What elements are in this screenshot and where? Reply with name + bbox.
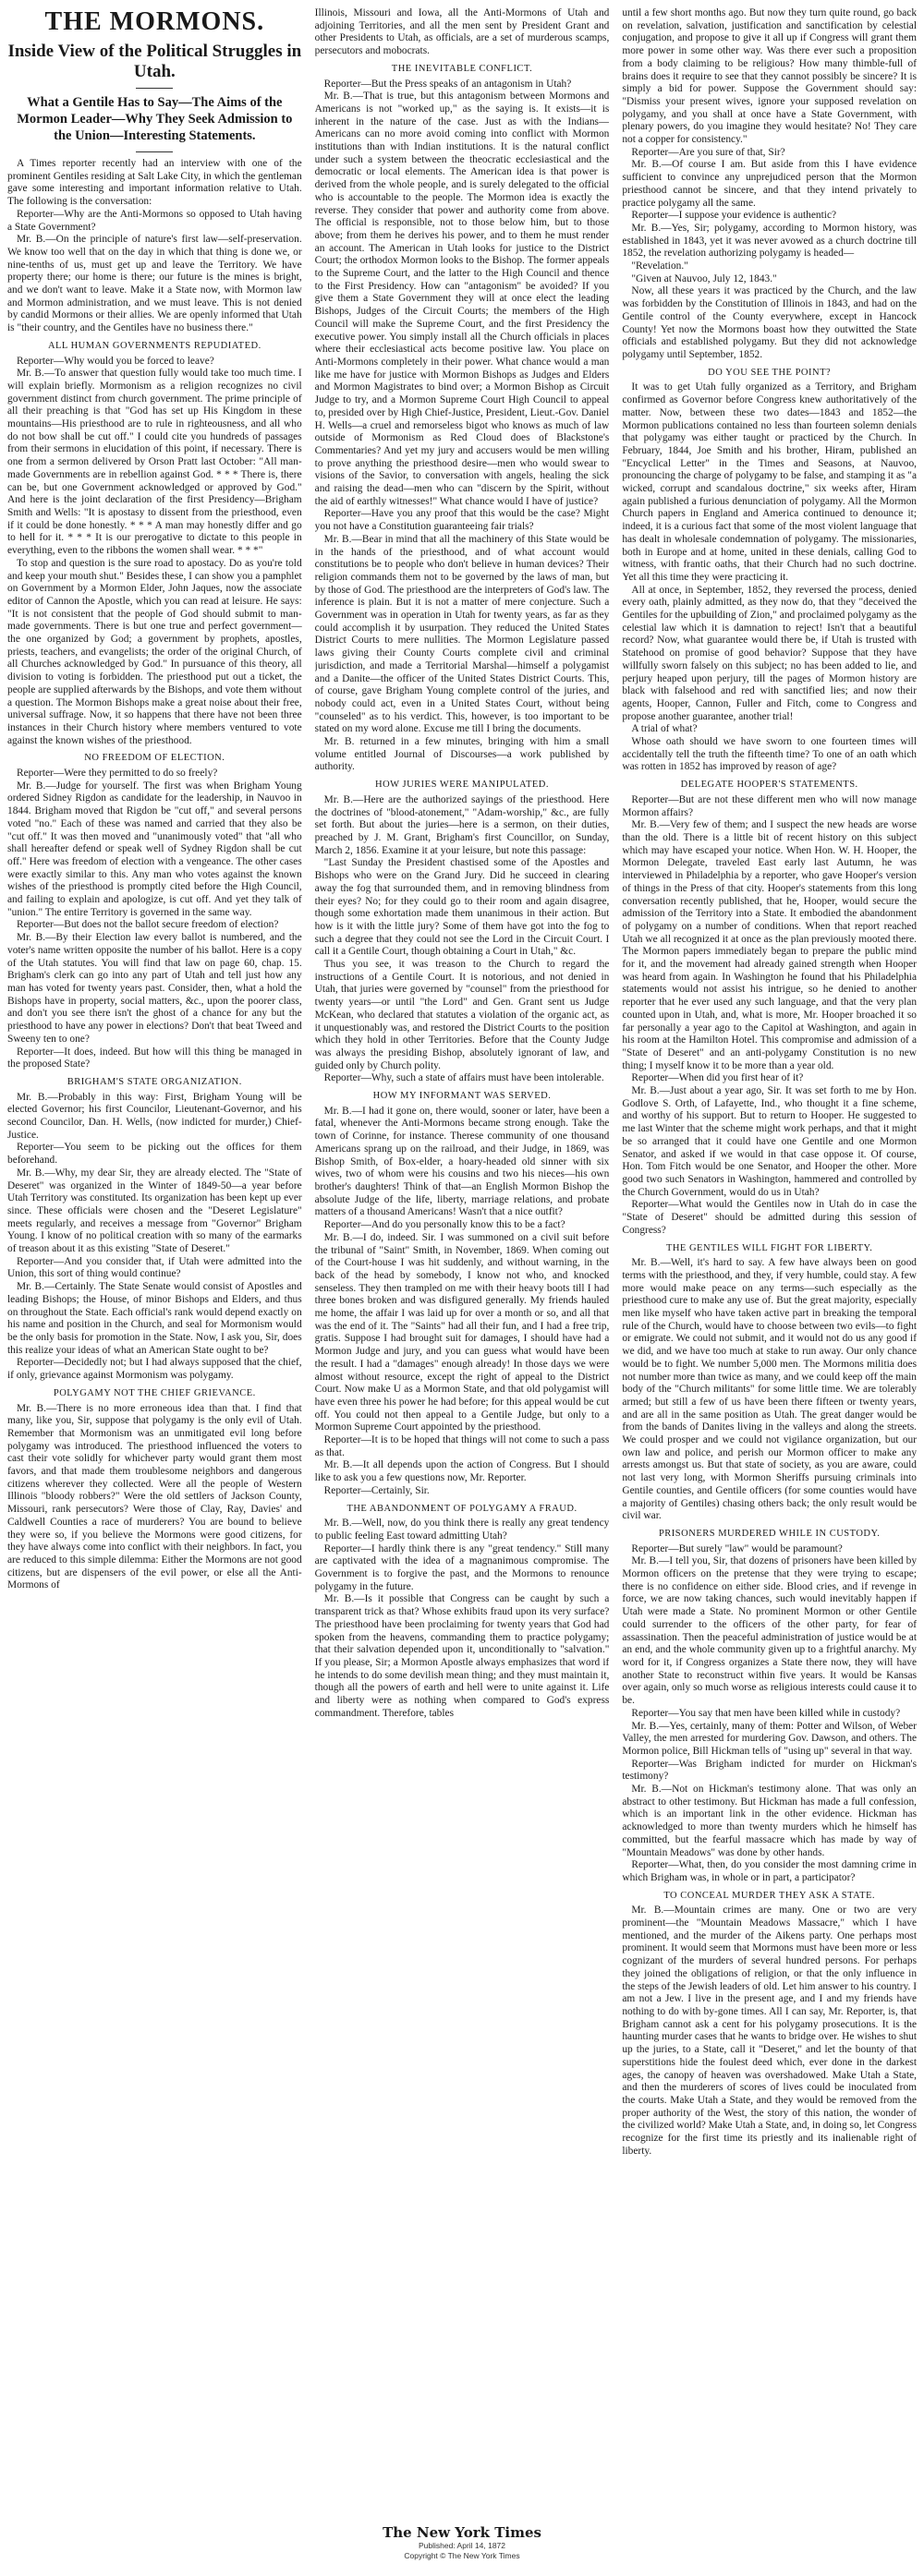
- article-paragraph: Mr. B.—I do, indeed. Sir. I was summoned on a civil suit before the tribunal of "Saint" Smith, in November, 1869. When coming out of the Court-house I was hit suddenly, and without warning, in the back of the head by somebody, I know not who, and knocked senseless. They then trampled on me with their heavy boots till I had three bones broken and was disfigured generally. My friends hauled me home, the affair I was laid up for over a month or so, and all that was the end of it. The "Saints" had all their fun, and I had a free trip, gratis. Suppose I had brought suit for damages, I should have had a Mormon Judge and jury, and you can guess what would have been the result. I had a "damages" enough already! In those days we were almost without resource, except the right of appeal to the District Court. Now make U as a Mormon State, and that old polygamist will have even three his power he had before; for this appeal would be cut off. You could not then appeal to a Gentile Judge, but only to a Mormon Supreme Court appointed by the priesthood.: [314, 1231, 610, 1433]
- section-subhead: PRISONERS MURDERED WHILE IN CUSTODY.: [658, 1528, 881, 1539]
- divider-rule: [136, 151, 173, 152]
- section-subhead: HOW MY INFORMANT WAS SERVED.: [372, 1091, 552, 1102]
- article-paragraph: To stop and question is the sure road to apostacy. Do as you're told and keep your mouth shut." Besides these, I can show you a pamphlet on Government by a Mormon Elder, John Jaques, now the associate editor of Cannon the Apostle, which you can read at leisure. He says: "It is not consistent that the people of God should submit to man-made governments. There is but one true and perfect government—the one organized by God; a government by prophets, apostles, priests, teachers, and evangelists; the order of the original Church, of all Churches acknowledged by God." In pursuance of this theory, all division to voting is forbidden. The priesthood put out a ticket, the people are supplied afterwards by the Bishops, and vote them without a question. The Mormon Bishops make a great noise about their free, universal suffrage. Now, it so happens that there have not been three instances in their Church history where members ventured to vote against the known wishes of the priesthood.: [7, 557, 302, 746]
- section-subhead: THE INEVITABLE CONFLICT.: [391, 63, 533, 74]
- article-paragraph: Reporter—I hardly think there is any "great tendency." Still many are captivated with the idea of a magnanimous compromise. The Government is to forgive the past, and the Mormons to renounce polygamy in the future.: [314, 1542, 610, 1592]
- article-paragraph: Mr. B.—Of course I am. But aside from this I have evidence sufficient to convince any unprejudiced person that the Mormon priesthood cannot be sincere, and that they intend privately to practice polygamy all the same.: [622, 159, 917, 209]
- article-paragraph: Mr. B.—It all depends upon the action of Congress. But I should like to ask you a few questions now, Mr. Reporter.: [314, 1459, 610, 1484]
- section-subhead: ALL HUMAN GOVERNMENTS REPUDIATED.: [47, 340, 261, 351]
- article-paragraph: Mr. B.—Just about a year ago, Sir. It was set forth to me by Hon. Godlove S. Orth, of Lafayette, Ind., who thought it a fine scheme, and worthy of his support. But to return to Hooper. He suggested to me last Winter that the scheme might work perhaps, and that it might be so arranged that it could have one Gentile and one Mormon Senator, and asked if we would in that case oppose it. Of course, Hon. Tom Fitch would be one Senator, and Hooper the other. More good two such Senators in Washington, hammered and controlled by the Church Government, would do us in Utah?: [622, 1085, 917, 1198]
- article-paragraph: Mr. B.—Well, now, do you think there is really any great tendency to public feeling East toward admitting Utah?: [314, 1518, 610, 1542]
- article-paragraph: Mr. B.—Why, my dear Sir, they are already elected. The "State of Deseret" was organized in the Winter of 1849-50—a year before Utah Territory was constituted. Its organization has been kept up ever since. These officials were chosen and the "Deseret Legislature" meets regularly, and receives a message from "Governor" Brigham Young. I know of no political creation with so many of the earmarks of treason about it as this existing "State of Deseret.": [7, 1167, 302, 1255]
- deck-primary: Inside View of the Political Struggles in Utah.: [7, 42, 302, 81]
- column-2: [315, 7, 610, 2501]
- section-subhead: TO CONCEAL MURDER THEY ASK A STATE.: [663, 1890, 876, 1901]
- article-paragraph: Reporter—And you consider that, if Utah were admitted into the Union, this sort of thing would continue?: [7, 1255, 302, 1280]
- section-subhead: THE ABANDONMENT OF POLYGAMY A FRAUD.: [346, 1503, 578, 1514]
- article-paragraph: "Revelation.": [631, 260, 688, 272]
- article-paragraph: Reporter—It is to be hoped that things will not come to such a pass as that.: [314, 1434, 610, 1458]
- article-paragraph: Reporter—You seem to be picking out the offices for them beforehand.: [7, 1142, 302, 1167]
- divider-rule: [136, 88, 173, 89]
- article-paragraph: Mr. B. returned in a few minutes, bringing with him a small volume entitled Journal of Discourses—a work published by authority.: [314, 736, 610, 773]
- page-footer: [0, 2524, 924, 2561]
- article-paragraph: Mr. B.—That is true, but this antagonism between Mormons and Americans is not "worked up," as the saying is. It exists—it is inherent in the nature of the case. Just as with the Indians—Americans can no more avoid coming into conflict with Mormon institutions than with Indian institutions. It is the natural conflict under such a system between the theocratic ecclesiastical and the democratic or local elements. The American idea is that power is derived from the whole people, and is surely delegated to the official who is accountable to the people. The Mormon idea is exactly the reverse. They consider that power and authority come from above. The official is responsible, not to those below him, but to those above; from them he derives his power, and to them he must render an account. The American in Utah looks for justice to the District Court; the orthodox Mormon looks to the Bishop. The former appeals to the Supreme Court, and the latter to the High Council and thence to the First Presidency. How can "antagonism" be avoided? If you give them a State Government they will at once elect the leading Bishops, Judges of the Circuit Courts; the members of the High Council will make the Supreme Court, and the first Presidency the executive power. You simply install all the Church officials in places where their ecclesiastical acts become positive law. You place on Anti-Mormons completely in their power. What chance would a man like me have for justice with Mormon Bishops as Judges and Elders and Mormon Magistrates to bind over; a Mormon Bishop as Circuit Judge to try, and a Mormon Supreme Court High Council to appeal to, presided over by High Chief-Justice, President, Lieut.-Gov. Daniel H. Wells—a cruel and remorseless bigot who knows as much of law outside of Mormonism as Red Cloud does of Blackstone's Commentaries? And yet my jury and accusers would be men willing to prove anything the priesthood desire—men who would swear to visions of the Savior, to conversation with angels, healing the sick and raising the dead—men who can "discern by the Spirit, without the aid of earthly witnesses!" What chance would I have of justice?: [314, 91, 610, 507]
- article-paragraph: Reporter—But the Press speaks of an antagonism in Utah?: [323, 78, 572, 90]
- section-subhead: DELEGATE HOOPER'S STATEMENTS.: [680, 780, 858, 791]
- article-paragraph: Reporter—Why, such a state of affairs must have been intolerable.: [323, 1072, 604, 1084]
- section-subhead: DO YOU SEE THE POINT?: [708, 367, 832, 378]
- article-paragraph: Mr. B.—There is no more erroneous idea than that. I find that many, like you, Sir, suppose that polygamy is the only evil of Utah. Remember that Mormonism was an unmitigated evil long before polygamy was introduced. The priesthood influenced the voters to cast their vote solidly for whichever party would grant them most favors, and that made them troublesome neighbors and dangerous citizens wherever they collected. Were all the people of Western Illinois "bloody robbers?" Were the old settlers of Jackson County, Missouri, rank persecutors? Were those of Clay, Ray, Davies' and Caldwell Counties a race of murderers? You are bound to believe they were so, if you believe the Mormons were good citizens, for they have always come into conflict with their neighbors. In fact, you are reduced to this simple dilemma: Either the Mormons are not good citizens, but are dispensers of the evil power, or else all the Anti-Mormons of: [7, 1402, 302, 1591]
- article-paragraph: A Times reporter recently had an interview with one of the prominent Gentiles residing at Salt Lake City, in which the gentleman gave some interesting and important information relative to Utah. The following is the conversation:: [7, 158, 302, 208]
- article-paragraph: Mr. B.—Yes, Sir; polygamy, according to Mormon history, was established in 1843, yet it was never avowed as a church doctrine till 1852, the revelation authorizing polygamy is headed—: [622, 222, 917, 260]
- article-paragraph: Mr. B.—On the principle of nature's first law—self-preservation. We know too well that on the day in which that thing is done we, or nine-tenths of us, must get up and leave the Territory. We have property there; our home is there; our future is the mines is bright, and we don't want to leave. Make it a State now, with Mormon law and Mormon administration, and we must leave. This is not denied by candid Mormons or their allies. We are openly informed that Utah is "their country, and the Gentiles have no business there.": [7, 234, 302, 334]
- article-paragraph: Reporter—I suppose your evidence is authentic?: [631, 210, 837, 222]
- article-paragraph: Thus you see, it was treason to the Church to regard the instructions of a Gentile Court. It is notorious, and not denied in Utah, that juries were governed by "counsel" from the priesthood for twenty years—or until "the Lord" and Gen. Grant sent us Judge McKean, who declared that statutes a violation of the organic act, as it unquestionably was, and restored the District Courts to the position which they hold in other Territories. Before that the County Judge was always the presiding Bishop, absolutely ignorant of law, and guided only by Church polity.: [314, 959, 610, 1071]
- article-paragraph: All at once, in September, 1852, they reversed the process, denied every oath, plainly admitted, as they now do, that they "deceived the Gentiles for the upbuilding of Zion," and proclaimed polygamy as the celestial law which it is damnation to reject! Isn't that a beautiful record? Now, what guarantee would there be, if Utah is trusted with Statehood on promise of good behavior? Suppose that they have willfully sworn falsely on this subject; no has been added to lie, and perjury heaped upon perjury, till the pages of Mormon history are black with falsehood and red with sanctified lies; and now their agents, Hooper, Cannon, Fuller and Fitch, come to Congress and propose another guarantee, another trial!: [622, 584, 917, 722]
- article-paragraph: Mr. B.—Certainly. The State Senate would consist of Apostles and leading Bishops; the House, of minor Bishops and Elders, and thus on throughout the State. Each official's rank would depend exactly on his name and position in the Church, and seal for Mormonism would be the only basis for promotion in the State. Now, I ask you, Sir, does this realize your ideas of what an American State ought to be?: [7, 1281, 302, 1356]
- section-subhead: POLYGAMY NOT THE CHIEF GRIEVANCE.: [53, 1387, 256, 1398]
- deck-secondary: What a Gentile Has to Say—The Aims of the Mormon Leader—Why They Seek Admission to the Union—Interesting Statements.: [17, 95, 293, 143]
- article-paragraph: "Given at Nauvoo, July 12, 1843.": [631, 272, 777, 284]
- article-paragraph: Mr. B.—To answer that question fully would take too much time. I will explain briefly. Mormonism as a religion recognizes no civil government distinct from church government. The prime principle of all their preaching is that "God has set up His Kingdom in these mountains—His priesthood are to rule in righteousness, and all who do not bow shall be cut off." I could cite you hundreds of passages from their sermons in elucidation of this point, if necessary. There is one from a sermon delivered by Orson Pratt last October: "All man-made Governments are in rebellion against God. * * * There is, there can be, but one Government acknowledged or approved by God." And here is the joint declaration of the first Presidency—Brigham Smith and Wells: "It is apostasy to dissent from the priesthood, even if it could be done honestly. * * * A man may honestly differ and go to hell for it. * * * It is our prerogative to dictate to this people in everything, even to the ribbons the women shall wear. * * *": [7, 368, 302, 557]
- article-paragraph: Reporter—Why are the Anti-Mormons so opposed to Utah having a State Government?: [7, 208, 302, 233]
- article-paragraph: Illinois, Missouri and Iowa, all the Anti-Mormons of Utah and adjoining Territories, and all the men sent by President Grant and other Presidents to Utah, as officials, are a set of murderous scamps, persecutors and mobocrats.: [314, 7, 610, 57]
- article-paragraph: Mr. B.—I had it gone on, there would, sooner or later, have been a fatal, whenever the Anti-Mormons became strong enough. Take the town of Corinne, for instance. Therese community of one thousand Americans sprang up on the railroad, and their Judge, in 1869, was Bishop Smith, of Box-elder, a hoary-headed old sinner with six wives, two of whom were his cousins and two his nieces—his own brother's daughters! Think of that—an English Mormon Bishop the absolute Judge of the life, liberty, marriage relations, and probate matters of a thousand Americans! Wasn't that a nice outfit?: [314, 1105, 610, 1218]
- article-paragraph: Mr. B.—Yes, certainly, many of them: Potter and Wilson, of Weber Valley, the men arrested for murdering Gov. Dawson, and others. The Mormon police, Bill Hickman tells of "using up" several in that way.: [622, 1720, 917, 1757]
- article-paragraph: Reporter—But does not the ballot secure freedom of election?: [17, 919, 279, 931]
- article-paragraph: Reporter—Have you any proof that this would be the case? Might you not have a Constitution guaranteeing fair trials?: [314, 508, 610, 533]
- article-paragraph: until a few short months ago. But now they turn quite round, go back on revelation, salvation, justification and sanctification by celestial conjugation, and propose to give it all up if Congress will grant them more power in some other way. Was there ever such a proposition from a body claiming to be religious? How many thimble-full of brains does it require to see that they cannot possibly be sincere? It is simply a bid for power. Suppose the Government should say: "Dismiss your present wives, ignore your supposed revelation on polygamy, and you shall at once have a State Government, with plenary powers, do you imagine they would hesitate? No! They care not a copper for consistency.": [622, 7, 917, 146]
- article-paragraph: A trial of what?: [631, 723, 698, 735]
- copyright-notice: Copyright © The New York Times: [404, 2551, 520, 2560]
- article-paragraph: Reporter—Are you sure of that, Sir?: [631, 146, 785, 158]
- section-subhead: NO FREEDOM OF ELECTION.: [84, 753, 225, 764]
- article-paragraph: Reporter—When did you first hear of it?: [631, 1072, 804, 1084]
- section-subhead: HOW JURIES WERE MANIPULATED.: [374, 780, 550, 791]
- article-paragraph: Mr. B.—I tell you, Sir, that dozens of prisoners have been killed by Mormon officers on the pretense that they were trying to escape; there is no confidence on either side. Blood cries, and if revenge in force, we are now taking chances, such would inevitably happen if Utah were made a State. No prominent Mormon or other Gentile could surrender to the officers of the other party, for fear of assassination. Then the peaceful administration of justice would be at an end, and the whole community given up to a frightful anarchy. My word for it, if Congress organizes a State there now, they will have another State to reconstruct within five years. It would be Kansas over again, only so much worse as religious interests could cause it to be.: [622, 1555, 917, 1707]
- article-paragraph: Mr. B.—Mountain crimes are many. One or two are very prominent—the "Mountain Meadows Massacre," which I have mentioned, and the murder of the Aikens party. One perhaps most prominent. It would seem that Mormons must have been more or less cognizant of the murders of several hundred persons. For perhaps they joined the obligations of religion, or that the only influence in the steps of the Jewish leaders of old. Let him answer to his country. I am not a Jew. I live in the present age, and I and my friends have nothing to do with by-gone times. All I can say, Mr. Reporter, is, that Brigham cannot ask a cent for his polygamy prosecutions. It is the haunting murder cases that he wants to bridge over. He wishes to shut up the juries, to a State, call it "Deseret," and let the bounty of that superstitions hide the foulest deed which, ever done in the darkest ages, the canopy of heaven was overshadowed. Make Utah a State, and then the murderers of scores of lives could be inoculated from the courts. Make Utah a State, and they would be removed from the proper authority of the West, the story of this nation, the wonder of the civilized world? Make Utah a State, and, in doing so, let Congress recognize for the first time its priestly and its inalienable right of liberty.: [622, 1905, 917, 2157]
- article-paragraph: Reporter—Why would you be forced to leave?: [17, 355, 214, 367]
- article-paragraph: Whose oath should we have sworn to one fourteen times will accidentally tell the truth the fifteenth time? To one of an oath which was rotten in 1852 has improved by reason of age?: [622, 736, 917, 773]
- article-paragraph: Mr. B.—By their Election law every ballot is numbered, and the voter's name written opposite the number of his ballot. Here is a copy of the Utah statutes. You will find that law on page 60, chap. 15. Brigham's clerk can go into any part of Utah and tell just how any man has voted for twenty years past. Consider, then, what a hold the Bishops have in property, social matters, &c., upon the poorer class, and don't you see there isn't the ghost of a chance for any but the priesthood to have any power in elections? Don't that beat Tweed and Sweeny ten to one?: [7, 932, 302, 1045]
- section-subhead: THE GENTILES WILL FIGHT FOR LIBERTY.: [665, 1242, 873, 1253]
- article-paragraph: Reporter—Were they permitted to do so freely?: [17, 768, 218, 780]
- article-paragraph: Reporter—And do you personally know this to be a fact?: [323, 1219, 565, 1231]
- column-3: [622, 7, 917, 2501]
- article-columns: [7, 7, 917, 2501]
- article-paragraph: Mr. B.—Not on Hickman's testimony alone. That was only an abstract to other testimony. But Hickman has made a full confession, which is an important link in the other evidence. Hickman has acknowledged to more than twenty murders which he himself has committed, but the fearful massacre which has made by way of "Mountain Meadows" was done by other hands.: [622, 1784, 917, 1858]
- article-paragraph: "Last Sunday the President chastised some of the Apostles and Bishops who were on the Grand Jury. Did he succeed in clearing away the fog that surrounded them, and in removing blindness from their eyes? No; for they could go to their room and again disagree, though some exhortation made them unanimous in their action. But how is it with the little jury? Some of them have got into the fog to such a degree that they could not see the Lord in the Circuit Court. I call it a Gentile Court, though obtaining a Court in Utah," &c.: [314, 857, 610, 958]
- column-1: [7, 7, 302, 2501]
- article-paragraph: Reporter—You say that men have been killed while in custody?: [631, 1707, 901, 1719]
- masthead-logo: The New York Times: [383, 2524, 541, 2541]
- section-subhead: BRIGHAM'S STATE ORGANIZATION.: [67, 1076, 242, 1087]
- article-paragraph: Reporter—It does, indeed. But how will this thing be managed in the proposed State?: [7, 1046, 302, 1070]
- article-paragraph: Mr. B.—Bear in mind that all the machinery of this State would be in the hands of the priesthood, and of what account would constitutions be to people who don't believe in human devices? Their religion commands them not to be governed by the laws of man, but by those of God. The priesthood are the interpreters of God's law. The inference is plain. But it is not a matter of mere conjecture. Such a Government was in operation in Utah for twenty years, as far as they could accomplish it by usurpation. They reduced the United States District Courts to mere nullities. The Mormon Legislature passed laws giving their County Courts complete civil and criminal jurisdiction, and made a Territorial Marshal—himself a polygamist and a Danite—the officer of the United States District Courts. This, of course, gave Brigham Young complete control of the juries, and nobody could act, even in a United States Court, without being "counseled" as to his verdict. This, however, is too important to be stated on my word alone. Excuse me till I bring the documents.: [314, 533, 610, 735]
- article-paragraph: Reporter—Decidedly not; but I had always supposed that the chief, if only, grievance against Mormonism was polygamy.: [7, 1357, 302, 1382]
- article-paragraph: Mr. B.—Well, it's hard to say. A few have always been on good terms with the priesthood, and they, if very humble, could stay. A few more would make peace on any terms—such especially as the priesthood cure to make any use of. But the great majority, especially men like myself who have taken active part in breaking the temporal rule of the Church, would have to choose between two evils—to fight or emigrate. We could not submit, and it would not do us any good if we did, and we have too much at stake to run away. Our only chance would be to fight. We number 5,000 men. The Mormons militia does not number more than twice as many, and we could keep off the main body of the "Church militants" for some little time. We are tolerably armed; but still a few of us have been there fifteen or twenty years, and are all in the same position as Utah. The great danger would be from the bands of Danites living in the valleys and along the streets. We could prosper and we could not vigilance organization, but our own law and police, and perish our Mormon officer to make any arrests amongst us. But that state of society, as you are aware, could not last very long, with Mormon Sheriffs pursuing criminals into Gentile counties, and Gentile officers (for some counties would have a majority of Gentiles) chasing others back; the only result would be civil war.: [622, 1257, 917, 1522]
- article-paragraph: Mr. B.—Judge for yourself. The first was when Brigham Young ordered Sidney Rigdon as candidate for the leadership, in Nauvoo in 1844. Brigham moved that Rigdon be "cut off," and several persons voted "no." Each of these was named and carried that they also be "cut off." It was then moved and "unanimously voted" that "all who shall hereafter defend or speak well of Sydney Rigdon shall be cut off." Here was freedom of election with a vengeance. The other cases were exactly similar to this. Any man who votes against the known wishes of the priesthood is promptly cited before the High Council, and failing to explain and apologize, is cut off. And yet they talk of "union." The entire Territory is governed in the same way.: [7, 780, 302, 918]
- article-paragraph: Reporter—What would the Gentiles now in Utah do in case the "State of Deseret" should be admitted during this session of Congress?: [622, 1199, 917, 1236]
- article-paragraph: Reporter—What, then, do you consider the most damning crime in which Brigham was, in whole or in part, a participator?: [622, 1859, 917, 1883]
- article-paragraph: Mr. B.—Probably in this way: First, Brigham Young will be elected Governor; his first Councilor, Lieutenant-Governor, and his second Councilor, Dan. H. Wells, (now indicted for murder,) Chief-Justice.: [7, 1091, 302, 1141]
- article-paragraph: Mr. B.—Is it possible that Congress can be caught by such a transparent trick as that? Whose exhibits fraud upon its very surface? The priesthood have been proclaiming for twenty years that God had spoken from the heavens, commanding them to practice polygamy; that their salvation depended upon it, unconditionally to "salvation." If you please, Sir; a Mormon Apostle always emphasizes that word if he intends to do some devilish mean thing; and they must maintain it, though all the powers of earth and hell were to unite against it. Life and liberty were as nothing when compared to God's express commandment. Therefore, tables: [314, 1593, 610, 1719]
- article-paragraph: Reporter—Certainly, Sir.: [323, 1484, 430, 1496]
- article-paragraph: Now, all these years it was practiced by the Church, and the law was forbidden by the Constitution of Illinois in 1843, and had on the Gentile control of the County everywhere, except in Hancock County! Yet now the Mormons boast how they outwitted the State officials and established polygamy. But they did not acknowledge polygamy until September, 1852.: [622, 285, 917, 360]
- article-paragraph: Reporter—But are not these different men who will now manage Mormon affairs?: [622, 793, 917, 818]
- article-paragraph: Mr. B.—Very few of them; and I suspect the new heads are worse than the old. There is a little bit of recent history on this subject which may have escaped your notice. When Hon. W. H. Hooper, the Mormon Delegate, traveled East early last Autumn, he was interviewed in Philadelphia by a reporter, who gave Hooper's version of things in the Press of that city. Hooper's statements from this long conversation recently published, that he, Hooper, would secure the admission of the Territory into a State. It embodied the abandonment of polygamy on a number of conditions. When that report reached Utah we all recognized it at once as the plan previously mooted there. The Mormon papers immediately began to prepare the public mind for it, and the movement had already gained strength when Hooper was heard from again. In Washington he found that his Philadelphia statements would not assist his intrigue, so he denied to another reporter that he ever used any such language, and that the very plan counted upon in Utah, and, what is more, Mr. Hooper broached it so far personally a year ago to the Capitol at Washington, and again in his room at the Hamilton Hotel. This compromise and admission of a "State of Deseret" and an anti-polygamy Constitution is no new thing; I myself know it to be more than a year old.: [622, 819, 917, 1071]
- headline: THE MORMONS.: [44, 7, 265, 36]
- article-paragraph: Reporter—But surely "law" would be paramount?: [631, 1542, 843, 1554]
- article-paragraph: Reporter—Was Brigham indicted for murder on Hickman's testimony?: [622, 1758, 917, 1783]
- article-paragraph: Mr. B.—Here are the authorized sayings of the priesthood. Here the doctrines of "blood-atonement," "Adam-worship," &c., are fully set forth. But about the juries—here is a sermon, on their duties, preached by J. M. Grant, Brigham's first Councillor, on Sunday, March 2, 1856. Examine it at your leisure, but note this passage:: [314, 793, 610, 856]
- article-paragraph: It was to get Utah fully organized as a Territory, and Brigham confirmed as Governor before Congress knew authoritatively of the matter. Now, between these two dates—1843 and 1852—the Mormon publications contained no less than fourteen solemn denials that polygamy was either taught or practiced by the Church. In February, 1844, Joe Smith and his brother, Hiram, published an "Encyclical Letter" in the Times and Seasons, at Nauvoo, pronouncing the charge of polygamy to be false, and stamping it as "a wicked, corrupt and scandalous doctrine," six weeks after, Hiram again published a furious denunciation of polygamy. All the Mormon Church papers in England and America continued to denounce it; indeed, it is a curious fact that some of the most violent language that has dealt in wholesale condemnation of polygamy. The missionaries, both in Europe and at home, united in these denials, calling God to witness, with frantic oaths, that their Church had no such doctrine. Yet all this time they were practicing it.: [622, 381, 917, 583]
- publication-date: Published: April 14, 1872: [418, 2541, 506, 2550]
